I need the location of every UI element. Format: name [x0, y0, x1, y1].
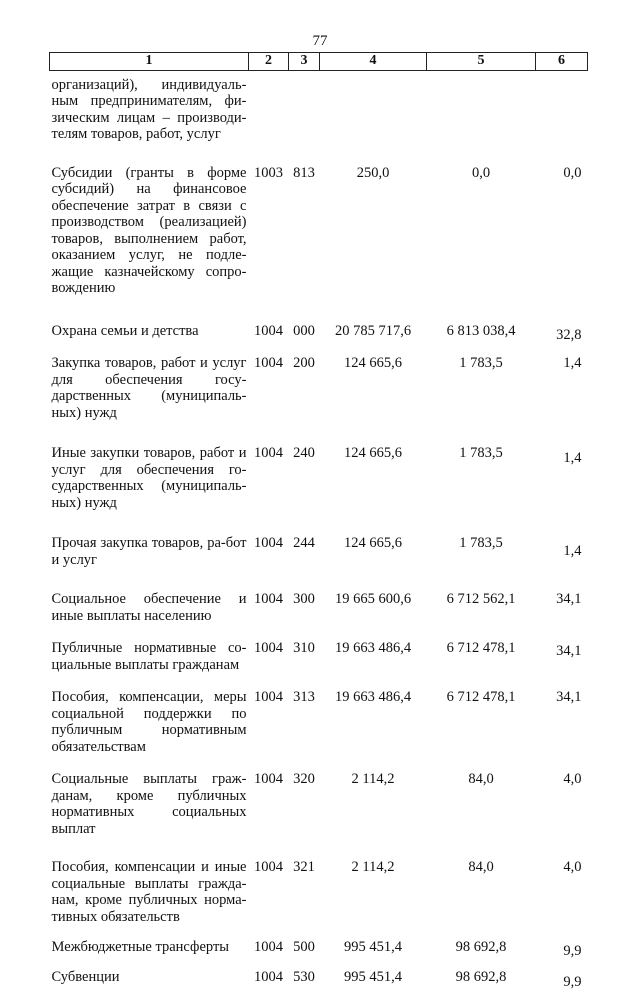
row-percent-cell: 9,9	[536, 965, 588, 990]
page-number: 77	[0, 33, 640, 50]
row-name-cell: Охрана семьи и детства	[50, 319, 249, 352]
row-percent-cell: 34,1	[536, 685, 588, 767]
row-vid-cell: 310	[289, 636, 320, 685]
row-vid-cell: 530	[289, 965, 320, 990]
row-name-cell: Прочая закупка товаров, ра-бот и услуг	[50, 531, 249, 587]
row-fact-cell: 84,0	[427, 767, 536, 855]
row-plan-cell: 250,0	[320, 161, 427, 319]
row-plan-cell: 19 663 486,4	[320, 636, 427, 685]
row-fact-cell: 1 783,5	[427, 531, 536, 587]
row-vid-cell: 313	[289, 685, 320, 767]
table-row	[50, 767, 588, 855]
row-name-cell: Публичные нормативные со-циальные выплаты гражданам	[50, 636, 249, 685]
row-name-cell: организаций), индивидуаль-ным предпринимателям, фи-зическим лицам – производи-телям товаров, работ, услуг	[50, 70, 249, 161]
row-fact-cell: 6 712 562,1	[427, 587, 536, 636]
row-razdel-cell: 1004	[249, 767, 289, 855]
row-plan-cell: 124 665,6	[320, 531, 427, 587]
row-vid-cell: 244	[289, 531, 320, 587]
row-fact-cell	[427, 70, 536, 161]
row-percent-cell: 0,0	[536, 161, 588, 319]
row-plan-cell: 124 665,6	[320, 351, 427, 441]
header-col-2: 2	[249, 53, 289, 71]
row-name-cell: Межбюджетные трансферты	[50, 935, 249, 965]
row-percent-cell: 1,4	[536, 531, 588, 587]
row-fact-cell: 6 712 478,1	[427, 685, 536, 767]
row-percent-cell: 9,9	[536, 935, 588, 965]
table-row	[50, 855, 588, 935]
table-row	[50, 351, 588, 441]
row-plan-cell: 19 665 600,6	[320, 587, 427, 636]
row-razdel-cell: 1004	[249, 965, 289, 990]
table-row	[50, 161, 588, 319]
row-razdel-cell: 1004	[249, 855, 289, 935]
row-vid-cell: 000	[289, 319, 320, 352]
row-plan-cell: 995 451,4	[320, 935, 427, 965]
row-razdel-cell: 1004	[249, 636, 289, 685]
row-razdel-cell: 1004	[249, 935, 289, 965]
table-row	[50, 636, 588, 685]
row-percent-cell	[536, 70, 588, 161]
table-row	[50, 531, 588, 587]
row-fact-cell: 6 813 038,4	[427, 319, 536, 352]
row-razdel-cell: 1004	[249, 531, 289, 587]
row-razdel-cell: 1004	[249, 441, 289, 531]
table-row	[50, 685, 588, 767]
row-vid-cell: 300	[289, 587, 320, 636]
table-body	[50, 70, 588, 990]
row-razdel-cell: 1004	[249, 319, 289, 352]
row-fact-cell: 98 692,8	[427, 965, 536, 990]
row-percent-cell: 34,1	[536, 587, 588, 636]
row-razdel-cell: 1003	[249, 161, 289, 319]
row-percent-cell: 4,0	[536, 855, 588, 935]
table-row	[50, 965, 588, 990]
header-row	[50, 53, 588, 71]
row-name-cell: Иные закупки товаров, работ и услуг для обеспечения го-сударственных (муниципаль-ных) нужд	[50, 441, 249, 531]
row-plan-cell: 124 665,6	[320, 441, 427, 531]
header-col-4: 4	[320, 53, 427, 71]
row-plan-cell	[320, 70, 427, 161]
row-razdel-cell: 1004	[249, 685, 289, 767]
row-percent-cell: 4,0	[536, 767, 588, 855]
row-plan-cell: 19 663 486,4	[320, 685, 427, 767]
row-fact-cell: 0,0	[427, 161, 536, 319]
row-percent-cell: 1,4	[536, 441, 588, 531]
row-razdel-cell: 1004	[249, 587, 289, 636]
row-plan-cell: 2 114,2	[320, 855, 427, 935]
row-name-cell: Субвенции	[50, 965, 249, 990]
row-name-cell: Социальные выплаты граж-данам, кроме публичных нормативных социальных выплат	[50, 767, 249, 855]
row-plan-cell: 995 451,4	[320, 965, 427, 990]
row-fact-cell: 6 712 478,1	[427, 636, 536, 685]
table-row	[50, 70, 588, 161]
row-vid-cell: 240	[289, 441, 320, 531]
header-col-5: 5	[427, 53, 536, 71]
row-percent-cell: 32,8	[536, 319, 588, 352]
table-row	[50, 935, 588, 965]
header-col-1: 1	[50, 53, 249, 71]
row-vid-cell: 321	[289, 855, 320, 935]
header-col-6: 6	[536, 53, 588, 71]
row-razdel-cell	[249, 70, 289, 161]
row-vid-cell: 500	[289, 935, 320, 965]
row-razdel-cell: 1004	[249, 351, 289, 441]
table-row	[50, 441, 588, 531]
row-fact-cell: 1 783,5	[427, 441, 536, 531]
table-header	[50, 53, 588, 71]
row-fact-cell: 98 692,8	[427, 935, 536, 965]
row-name-cell: Пособия, компенсации, меры социальной поддержки по публичным нормативным обязательствам	[50, 685, 249, 767]
row-name-cell: Субсидии (гранты в форме субсидий) на финансовое обеспечение затрат в связи с производством (реализацией) товаров, выполнением работ, оказанием услуг, не подле-жащие казначейскому сопро-вождению	[50, 161, 249, 319]
row-name-cell: Закупка товаров, работ и услуг для обеспечения госу-дарственных (муниципаль-ных) нужд	[50, 351, 249, 441]
header-col-3: 3	[289, 53, 320, 71]
row-fact-cell: 1 783,5	[427, 351, 536, 441]
row-name-cell: Социальное обеспечение и иные выплаты населению	[50, 587, 249, 636]
table-row	[50, 587, 588, 636]
row-plan-cell: 20 785 717,6	[320, 319, 427, 352]
row-vid-cell: 200	[289, 351, 320, 441]
row-name-cell: Пособия, компенсации и иные социальные выплаты гражда-нам, кроме публичных норма-тивных обязательств	[50, 855, 249, 935]
row-vid-cell: 813	[289, 161, 320, 319]
row-percent-cell: 34,1	[536, 636, 588, 685]
row-plan-cell: 2 114,2	[320, 767, 427, 855]
row-fact-cell: 84,0	[427, 855, 536, 935]
row-percent-cell: 1,4	[536, 351, 588, 441]
budget-table	[49, 52, 588, 990]
table-row	[50, 319, 588, 352]
row-vid-cell: 320	[289, 767, 320, 855]
row-vid-cell	[289, 70, 320, 161]
